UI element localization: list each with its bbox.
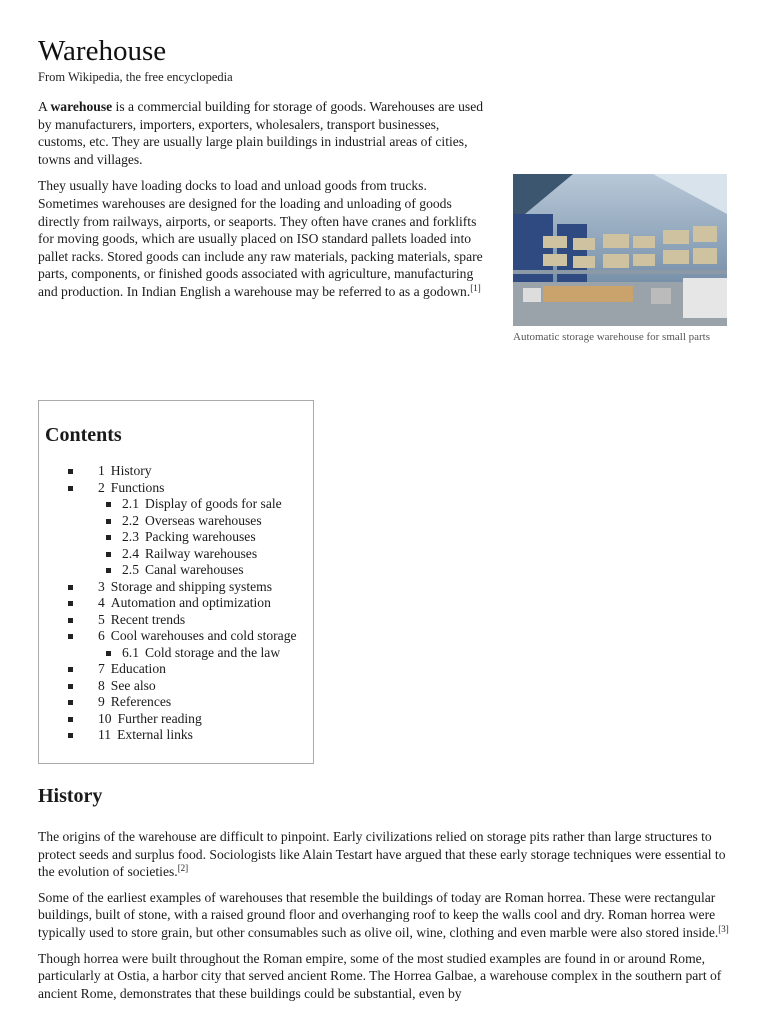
history-paragraph: Some of the earliest examples of warehouses that resemble the buildings of today are Roman horrea. These were rectangular buildings, built of stone, with a raised ground floor and overhanging roof to keep the walls cool and dry. Roman horrea were typically used to store grain, but other consumables such as olive oil, wine, clothing and even marble were also stored inside.[3] (38, 889, 729, 940)
toc-title: Contents (45, 424, 122, 446)
toc-subitem[interactable]: 2.4 Railway warehouses (98, 546, 313, 563)
toc-item[interactable]: 8 See also (39, 678, 313, 695)
toc-list (39, 463, 313, 744)
lead-section (38, 98, 729, 1001)
toc-item[interactable]: 5 Recent trends (39, 612, 313, 629)
toc-item[interactable]: 11 External links (39, 727, 313, 744)
second-paragraph-text: They usually have loading docks to load and unload goods from trucks. Sometimes warehouses are designed for the loading and unloading of goods directly from railways, airports, or seaports. They often have cranes and forklifts for moving goods, which are usually placed on ISO standard pallets loaded into pallet racks. Stored goods can include any raw materials, packing materials, spare parts, components, or finished goods associated with agriculture, manufacturing and production. In Indian English a warehouse may be referred to as a godown. (38, 178, 483, 299)
history-heading: History (38, 785, 103, 807)
thumbnail (513, 174, 727, 345)
toc-subitem[interactable]: 2.3 Packing warehouses (98, 529, 313, 546)
toc-subitem[interactable]: 2.2 Overseas warehouses (98, 513, 313, 530)
toc-item[interactable]: 6 Cool warehouses and cold storage 6.1 Cold storage and the law (39, 628, 313, 661)
intro-rest: is a commercial building for storage of goods. Warehouses are used by manufacturers, importers, exporters, wholesalers, transport businesses, customs, etc. They are usually large plain buildings in industrial areas of cities, towns and villages. (38, 99, 484, 167)
warehouse-photo[interactable] (513, 174, 727, 326)
toc-subitem[interactable]: 6.1 Cold storage and the law (98, 645, 313, 662)
toc-subitem[interactable]: 2.1 Display of goods for sale (98, 496, 313, 513)
toc-item[interactable]: 4 Automation and optimization (39, 595, 313, 612)
history-paragraph: Though horrea were built throughout the Roman empire, some of the most studied examples are found in or around Rome, particularly at Ostia, a harbor city that served ancient Rome. The Horrea Galbae, a warehouse complex in the southern part of ancient Rome, demonstrates that these buildings could be substantial, even by (38, 950, 722, 1001)
toc-subitem[interactable]: 2.5 Canal warehouses (98, 562, 313, 579)
page-subtitle: From Wikipedia, the free encyclopedia (38, 70, 233, 84)
citation-1[interactable]: [1] (470, 282, 481, 293)
toc-item[interactable]: 1 History (39, 463, 313, 480)
toc-item[interactable]: 9 References (39, 694, 313, 711)
toc-item[interactable]: 2 Functions 2.1 Display of goods for sale 2.2 Overseas warehouses 2.3 Packing warehouses 2.4 Railway warehouses 2.5 Canal warehouses (39, 480, 313, 579)
thumbnail-caption: Automatic storage warehouse for small parts (513, 331, 711, 343)
history-section (38, 828, 730, 1010)
intro-prefix: A (38, 99, 51, 114)
toc-item[interactable]: 7 Education (39, 661, 313, 678)
toc-item[interactable]: 3 Storage and shipping systems (39, 579, 313, 596)
page-title: Warehouse (38, 35, 167, 67)
citation-2[interactable]: [2] (177, 863, 189, 874)
toc-item[interactable]: 10 Further reading (39, 711, 313, 728)
intro-paragraph (38, 98, 486, 168)
article (38, 34, 729, 1001)
second-paragraph (38, 177, 486, 300)
intro-bold-term: warehouse (50, 99, 113, 114)
history-paragraph: The origins of the warehouse are difficult to pinpoint. Early civilizations relied on storage pits rather than large structures to protect seeds and surplus food. Sociologists like Alain Testart have argued that these early storage techniques were essential to the evolution of societies.[2] (38, 829, 726, 880)
table-of-contents (38, 400, 314, 764)
citation-3[interactable]: [3] (718, 923, 729, 934)
